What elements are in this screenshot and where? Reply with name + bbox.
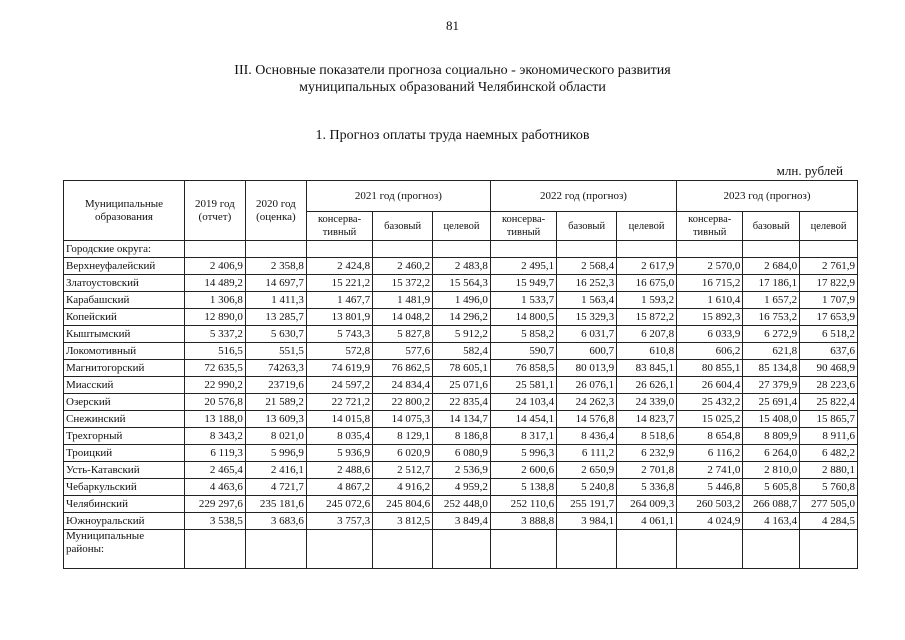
row-value: 5 336,8	[617, 479, 677, 496]
row-value: 8 911,6	[800, 428, 858, 445]
row-value: 5 858,2	[490, 326, 556, 343]
row-name: Челябинский	[64, 496, 185, 513]
row-value: 5 743,3	[306, 326, 372, 343]
row-value: 6 264,0	[743, 445, 800, 462]
row-value: 1 481,9	[373, 292, 433, 309]
header-target: целевой	[800, 212, 858, 241]
row-value: 2 424,8	[306, 258, 372, 275]
row-value: 2 536,9	[433, 462, 491, 479]
header-2022: 2022 год (прогноз)	[490, 181, 676, 212]
row-value: 2 483,8	[433, 258, 491, 275]
row-value: 74 619,9	[306, 360, 372, 377]
row-value: 80 013,9	[557, 360, 617, 377]
row-value: 4 163,4	[743, 513, 800, 530]
row-value: 6 119,3	[184, 445, 245, 462]
row-value: 15 408,0	[743, 411, 800, 428]
row-value: 5 337,2	[184, 326, 245, 343]
row-value: 1 496,0	[433, 292, 491, 309]
row-value: 245 072,6	[306, 496, 372, 513]
row-value: 20 576,8	[184, 394, 245, 411]
row-value: 235 181,6	[245, 496, 306, 513]
row-value: 2 810,0	[743, 462, 800, 479]
group-row-urban	[64, 241, 858, 258]
row-value: 2 488,6	[306, 462, 372, 479]
row-value: 8 436,4	[557, 428, 617, 445]
row-value: 3 538,5	[184, 513, 245, 530]
table-row	[64, 275, 858, 292]
row-value: 8 317,1	[490, 428, 556, 445]
row-value: 1 411,3	[245, 292, 306, 309]
row-value: 8 343,2	[184, 428, 245, 445]
row-value: 21 589,2	[245, 394, 306, 411]
row-value: 15 872,2	[617, 309, 677, 326]
row-value: 3 812,5	[373, 513, 433, 530]
row-name: Трехгорный	[64, 428, 185, 445]
row-name: Снежинский	[64, 411, 185, 428]
header-2020: 2020 год (оценка)	[245, 181, 306, 241]
row-value: 4 721,7	[245, 479, 306, 496]
row-value: 6 080,9	[433, 445, 491, 462]
table-row	[64, 394, 858, 411]
row-value: 24 339,0	[617, 394, 677, 411]
row-value: 8 518,6	[617, 428, 677, 445]
row-value: 5 760,8	[800, 479, 858, 496]
table-row	[64, 496, 858, 513]
row-value: 6 232,9	[617, 445, 677, 462]
row-value: 80 855,1	[677, 360, 743, 377]
row-value: 590,7	[490, 343, 556, 360]
row-value: 25 691,4	[743, 394, 800, 411]
row-value: 6 272,9	[743, 326, 800, 343]
row-value: 4 916,2	[373, 479, 433, 496]
header-target: целевой	[617, 212, 677, 241]
row-value: 83 845,1	[617, 360, 677, 377]
row-value: 4 061,1	[617, 513, 677, 530]
row-value: 1 707,9	[800, 292, 858, 309]
row-value: 4 867,2	[306, 479, 372, 496]
row-value: 13 609,3	[245, 411, 306, 428]
row-value: 4 959,2	[433, 479, 491, 496]
row-value: 6 116,2	[677, 445, 743, 462]
row-value: 13 801,9	[306, 309, 372, 326]
header-2023: 2023 год (прогноз)	[677, 181, 858, 212]
header-conservative: консерва-тивный	[490, 212, 556, 241]
section-title-line2: муниципальных образований Челябинской области	[299, 80, 606, 95]
row-value: 2 617,9	[617, 258, 677, 275]
table-row	[64, 326, 858, 343]
row-value: 6 031,7	[557, 326, 617, 343]
row-name: Копейский	[64, 309, 185, 326]
header-base: базовый	[557, 212, 617, 241]
row-value: 3 849,4	[433, 513, 491, 530]
row-name: Магнитогорский	[64, 360, 185, 377]
row-value: 27 379,9	[743, 377, 800, 394]
table-row	[64, 513, 858, 530]
section-title	[0, 62, 905, 96]
row-value: 2 650,9	[557, 462, 617, 479]
row-value: 5 827,8	[373, 326, 433, 343]
row-value: 76 858,5	[490, 360, 556, 377]
row-value: 637,6	[800, 343, 858, 360]
header-municipal: Муниципальные образования	[64, 181, 185, 241]
row-value: 2 701,8	[617, 462, 677, 479]
row-value: 14 015,8	[306, 411, 372, 428]
row-value: 4 463,6	[184, 479, 245, 496]
row-value: 245 804,6	[373, 496, 433, 513]
table-row	[64, 377, 858, 394]
row-value: 260 503,2	[677, 496, 743, 513]
row-value: 2 761,9	[800, 258, 858, 275]
row-value: 14 489,2	[184, 275, 245, 292]
row-value: 1 593,2	[617, 292, 677, 309]
row-value: 72 635,5	[184, 360, 245, 377]
row-value: 15 865,7	[800, 411, 858, 428]
row-value: 23719,6	[245, 377, 306, 394]
header-2021: 2021 год (прогноз)	[306, 181, 490, 212]
row-value: 277 505,0	[800, 496, 858, 513]
row-value: 22 990,2	[184, 377, 245, 394]
row-value: 5 912,2	[433, 326, 491, 343]
row-value: 24 262,3	[557, 394, 617, 411]
row-value: 15 025,2	[677, 411, 743, 428]
header-conservative: консерва-тивный	[677, 212, 743, 241]
row-value: 25 822,4	[800, 394, 858, 411]
row-value: 28 223,6	[800, 377, 858, 394]
row-value: 8 129,1	[373, 428, 433, 445]
row-value: 266 088,7	[743, 496, 800, 513]
table-title: 1. Прогноз оплаты труда наемных работников	[315, 128, 590, 143]
row-value: 5 138,8	[490, 479, 556, 496]
row-value: 5 605,8	[743, 479, 800, 496]
row-value: 74263,3	[245, 360, 306, 377]
header-target: целевой	[433, 212, 491, 241]
row-value: 85 134,8	[743, 360, 800, 377]
row-value: 14 296,2	[433, 309, 491, 326]
row-value: 3 984,1	[557, 513, 617, 530]
row-value: 252 110,6	[490, 496, 556, 513]
row-value: 2 600,6	[490, 462, 556, 479]
row-name: Верхнеуфалейский	[64, 258, 185, 275]
row-value: 255 191,7	[557, 496, 617, 513]
row-value: 5 240,8	[557, 479, 617, 496]
row-value: 2 416,1	[245, 462, 306, 479]
row-value: 5 630,7	[245, 326, 306, 343]
row-value: 15 892,3	[677, 309, 743, 326]
row-value: 25 432,2	[677, 394, 743, 411]
row-value: 2 568,4	[557, 258, 617, 275]
row-value: 610,8	[617, 343, 677, 360]
row-value: 12 890,0	[184, 309, 245, 326]
row-value: 3 683,6	[245, 513, 306, 530]
row-value: 14 134,7	[433, 411, 491, 428]
group-row-districts	[64, 530, 858, 569]
row-value: 24 103,4	[490, 394, 556, 411]
row-value: 16 252,3	[557, 275, 617, 292]
row-value: 14 576,8	[557, 411, 617, 428]
row-value: 2 495,1	[490, 258, 556, 275]
row-name: Озерский	[64, 394, 185, 411]
table-row	[64, 258, 858, 275]
header-2019: 2019 год (отчет)	[184, 181, 245, 241]
row-value: 6 111,2	[557, 445, 617, 462]
row-value: 2 406,9	[184, 258, 245, 275]
page-number: 81	[446, 18, 459, 33]
row-value: 17 822,9	[800, 275, 858, 292]
row-value: 26 626,1	[617, 377, 677, 394]
row-value: 8 654,8	[677, 428, 743, 445]
row-value: 1 563,4	[557, 292, 617, 309]
row-value: 606,2	[677, 343, 743, 360]
row-value: 1 306,8	[184, 292, 245, 309]
row-value: 3 888,8	[490, 513, 556, 530]
row-value: 15 949,7	[490, 275, 556, 292]
row-name: Карабашский	[64, 292, 185, 309]
row-name: Чебаркульский	[64, 479, 185, 496]
row-value: 13 188,0	[184, 411, 245, 428]
table-row	[64, 428, 858, 445]
row-value: 15 221,2	[306, 275, 372, 292]
row-value: 25 071,6	[433, 377, 491, 394]
row-value: 76 862,5	[373, 360, 433, 377]
row-value: 15 372,2	[373, 275, 433, 292]
row-value: 1 657,2	[743, 292, 800, 309]
row-value: 22 721,2	[306, 394, 372, 411]
row-value: 2 465,4	[184, 462, 245, 479]
row-value: 17 186,1	[743, 275, 800, 292]
row-value: 2 741,0	[677, 462, 743, 479]
row-name: Миасский	[64, 377, 185, 394]
row-name: Златоустовский	[64, 275, 185, 292]
row-value: 90 468,9	[800, 360, 858, 377]
table-row	[64, 360, 858, 377]
row-value: 2 512,7	[373, 462, 433, 479]
row-value: 24 834,4	[373, 377, 433, 394]
row-value: 13 285,7	[245, 309, 306, 326]
row-value: 14 697,7	[245, 275, 306, 292]
row-value: 16 753,2	[743, 309, 800, 326]
row-value: 2 358,8	[245, 258, 306, 275]
row-value: 14 800,5	[490, 309, 556, 326]
row-value: 600,7	[557, 343, 617, 360]
row-name: Локомотивный	[64, 343, 185, 360]
forecast-table	[63, 180, 858, 569]
table-row	[64, 411, 858, 428]
row-name: Троицкий	[64, 445, 185, 462]
row-value: 252 448,0	[433, 496, 491, 513]
row-value: 8 809,9	[743, 428, 800, 445]
row-value: 15 564,3	[433, 275, 491, 292]
row-value: 8 021,0	[245, 428, 306, 445]
header-base: базовый	[743, 212, 800, 241]
table-row	[64, 462, 858, 479]
row-name: Кыштымский	[64, 326, 185, 343]
row-value: 1 467,7	[306, 292, 372, 309]
row-value: 14 048,2	[373, 309, 433, 326]
row-value: 6 020,9	[373, 445, 433, 462]
row-value: 6 033,9	[677, 326, 743, 343]
row-value: 16 675,0	[617, 275, 677, 292]
header-base: базовый	[373, 212, 433, 241]
row-value: 78 605,1	[433, 360, 491, 377]
row-value: 551,5	[245, 343, 306, 360]
row-value: 572,8	[306, 343, 372, 360]
row-value: 16 715,2	[677, 275, 743, 292]
row-value: 24 597,2	[306, 377, 372, 394]
table-row	[64, 309, 858, 326]
section-title-line1: III. Основные показатели прогноза социально - экономического развития	[234, 63, 671, 78]
row-value: 14 823,7	[617, 411, 677, 428]
table-row	[64, 445, 858, 462]
row-value: 8 035,4	[306, 428, 372, 445]
row-value: 3 757,3	[306, 513, 372, 530]
row-name: Южноуральский	[64, 513, 185, 530]
row-value: 1 533,7	[490, 292, 556, 309]
row-value: 229 297,6	[184, 496, 245, 513]
row-value: 582,4	[433, 343, 491, 360]
row-value: 4 284,5	[800, 513, 858, 530]
table-row	[64, 292, 858, 309]
row-value: 6 518,2	[800, 326, 858, 343]
row-value: 4 024,9	[677, 513, 743, 530]
row-value: 8 186,8	[433, 428, 491, 445]
row-name: Усть-Катавский	[64, 462, 185, 479]
row-value: 17 653,9	[800, 309, 858, 326]
row-value: 2 880,1	[800, 462, 858, 479]
row-value: 15 329,3	[557, 309, 617, 326]
row-value: 25 581,1	[490, 377, 556, 394]
row-value: 621,8	[743, 343, 800, 360]
row-value: 5 996,3	[490, 445, 556, 462]
row-value: 22 835,4	[433, 394, 491, 411]
unit-label: млн. рублей	[776, 163, 843, 178]
row-value: 6 482,2	[800, 445, 858, 462]
row-value: 6 207,8	[617, 326, 677, 343]
header-row-1	[64, 181, 858, 212]
table-row	[64, 343, 858, 360]
header-conservative: консерва-тивный	[306, 212, 372, 241]
row-value: 5 446,8	[677, 479, 743, 496]
row-value: 2 460,2	[373, 258, 433, 275]
group-label-urban: Городские округа:	[64, 241, 185, 258]
group-label-districts: Муниципальные районы:	[64, 530, 185, 569]
row-value: 577,6	[373, 343, 433, 360]
row-value: 14 075,3	[373, 411, 433, 428]
row-value: 1 610,4	[677, 292, 743, 309]
row-value: 264 009,3	[617, 496, 677, 513]
row-value: 26 604,4	[677, 377, 743, 394]
row-value: 22 800,2	[373, 394, 433, 411]
table-row	[64, 479, 858, 496]
row-value: 2 684,0	[743, 258, 800, 275]
row-value: 5 996,9	[245, 445, 306, 462]
row-value: 5 936,9	[306, 445, 372, 462]
row-value: 14 454,1	[490, 411, 556, 428]
row-value: 516,5	[184, 343, 245, 360]
row-value: 2 570,0	[677, 258, 743, 275]
row-value: 26 076,1	[557, 377, 617, 394]
